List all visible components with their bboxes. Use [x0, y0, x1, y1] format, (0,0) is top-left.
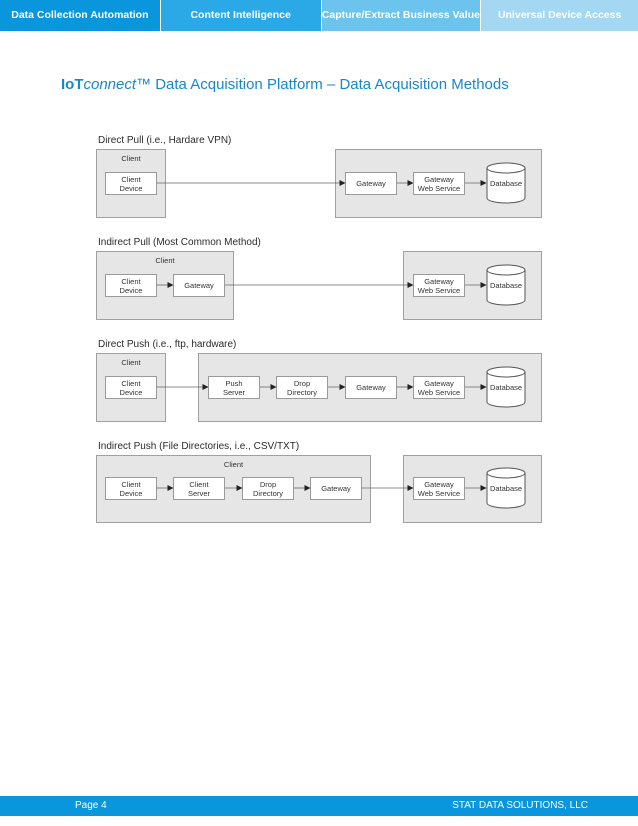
section-title-indirect-push: Indirect Push (File Directories, i.e., CSV/TXT) — [98, 441, 300, 452]
tab-content-intelligence[interactable]: Content Intelligence — [161, 0, 321, 31]
gateway-web-service-node: Gateway Web Service — [413, 172, 465, 195]
client-panel-label: Client — [121, 358, 141, 367]
section-title-indirect-pull: Indirect Pull (Most Common Method) — [98, 237, 261, 248]
database-label: Database — [489, 483, 523, 493]
gateway-node: Gateway — [345, 172, 397, 195]
gateway-web-service-node: Gateway Web Service — [413, 376, 465, 399]
client-panel-label: Client — [155, 256, 175, 265]
page-footer — [0, 796, 638, 816]
gateway-node: Gateway — [173, 274, 225, 297]
page-title-text: ™ Data Acquisition Platform – Data Acquisition Methods — [136, 76, 509, 93]
database-label: Database — [489, 280, 523, 290]
push-server-node: Push Server — [208, 376, 260, 399]
gateway-web-service-node: Gateway Web Service — [413, 477, 465, 500]
section-title-direct-push: Direct Push (i.e., ftp, hardware) — [98, 339, 237, 350]
drop-directory-node: Drop Directory — [276, 376, 328, 399]
client-device-node: Client Device — [105, 172, 157, 195]
gateway-node: Gateway — [310, 477, 362, 500]
client-device-node: Client Device — [105, 376, 157, 399]
brand-iot: IoT — [61, 76, 84, 93]
page-number: Page 4 — [75, 800, 107, 811]
company-name: STAT DATA SOLUTIONS, LLC — [452, 800, 588, 811]
brand-connect: connect — [83, 76, 137, 93]
tab-universal-device-access[interactable]: Universal Device Access — [481, 0, 638, 31]
client-panel-label: Client — [121, 154, 141, 163]
client-panel-label: Client — [223, 460, 244, 469]
tab-data-collection-automation[interactable]: Data Collection Automation — [0, 0, 160, 31]
tab-capture-extract-business-value[interactable]: Capture/Extract Business Value — [322, 0, 481, 31]
client-server-node: Client Server — [173, 477, 225, 500]
client-device-node: Client Device — [105, 274, 157, 297]
client-device-node: Client Device — [105, 477, 157, 500]
gateway-web-service-node: Gateway Web Service — [413, 274, 465, 297]
gateway-node: Gateway — [345, 376, 397, 399]
section-title-direct-pull: Direct Pull (i.e., Hardare VPN) — [98, 135, 232, 146]
database-label: Database — [489, 178, 523, 188]
database-label: Database — [489, 382, 523, 392]
drop-directory-node: Drop Directory — [242, 477, 294, 500]
